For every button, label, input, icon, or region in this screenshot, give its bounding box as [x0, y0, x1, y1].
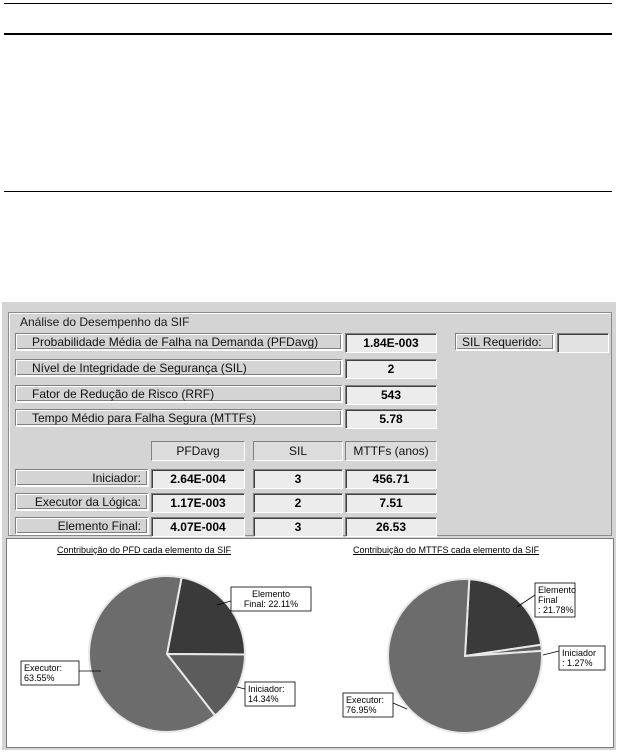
- pie-label-text-0-0-1: 63.55%: [24, 673, 55, 683]
- section-rule: [4, 191, 612, 192]
- pie-label-text-0-2-1: 14.34%: [248, 694, 279, 704]
- executor-sil: 2: [253, 493, 343, 513]
- pie-label-leader-1-2: [543, 651, 559, 655]
- mttfs-value: 5.78: [345, 409, 437, 429]
- pie-label-text-1-0-0: Executor:: [346, 695, 385, 705]
- pie-label-text-1-1-0: Elemento: [538, 585, 577, 595]
- mttfs-label: Tempo Médio para Falha Segura (MTTFs): [15, 409, 343, 427]
- pie-label-text-0-1-1: Final: 22.11%: [243, 599, 299, 609]
- pie-label-text-0-0-0: Executor:: [24, 663, 63, 673]
- pie-label-text-1-2-1: : 1.27%: [562, 658, 593, 668]
- row-label-executor: Executor da Lógica:: [15, 493, 149, 511]
- header-mttfs: MTTFs (anos): [345, 441, 437, 461]
- pfdavg-value: 1.84E-003: [345, 333, 437, 353]
- header-sil: SIL: [253, 441, 343, 461]
- pie-label-text-1-0-1: 76.95%: [346, 705, 377, 715]
- row-label-elemento: Elemento Final:: [15, 517, 149, 535]
- pie-label-text-1-2-0: Iniciador: [562, 648, 597, 658]
- sil-required-field[interactable]: [557, 333, 609, 353]
- rrf-label: Fator de Redução de Risco (RRF): [15, 385, 343, 403]
- analysis-panel: [2, 302, 616, 750]
- pie-label-text-0-2-0: Iniciador:: [248, 684, 285, 694]
- header-pfdavg: PFDavg: [151, 441, 245, 461]
- sil-required-label: SIL Requerido:: [455, 333, 555, 351]
- pfdavg-label: Probabilidade Média de Falha na Demanda (PFDavg): [15, 333, 343, 351]
- mttfs-chart-title: Contribuição do MTTFS cada elemento da SIF: [353, 545, 540, 555]
- elemento-pfd: 4.07E-004: [151, 517, 245, 537]
- row-label-iniciador: Iniciador:: [15, 469, 149, 487]
- iniciador-pfd: 2.64E-004: [151, 469, 245, 489]
- pfd-chart-title: Contribuição do PFD cada elemento da SIF: [57, 545, 232, 555]
- iniciador-sil: 3: [253, 469, 343, 489]
- pie-label-text-1-1-1: Final: [538, 595, 558, 605]
- elemento-mttf: 26.53: [345, 517, 437, 537]
- pie-label-text-1-1-2: : 21.78%: [538, 605, 574, 615]
- pie-charts-svg: [7, 539, 613, 747]
- pie-slice-elemento-final-1: [465, 579, 541, 656]
- pie-label-text-0-1-0: Elemento: [251, 589, 291, 599]
- performance-groupbox: [8, 312, 612, 536]
- sil-value: 2: [345, 359, 437, 379]
- rrf-value: 543: [345, 385, 437, 405]
- header-rule: [4, 33, 612, 35]
- sil-label: Nível de Integridade de Segurança (SIL): [15, 359, 343, 377]
- top-rule: [4, 3, 612, 4]
- iniciador-mttf: 456.71: [345, 469, 437, 489]
- group-title: Análise do Desempenho da SIF: [17, 315, 192, 329]
- elemento-sil: 3: [253, 517, 343, 537]
- executor-mttf: 7.51: [345, 493, 437, 513]
- executor-pfd: 1.17E-003: [151, 493, 245, 513]
- charts-area: [6, 538, 614, 748]
